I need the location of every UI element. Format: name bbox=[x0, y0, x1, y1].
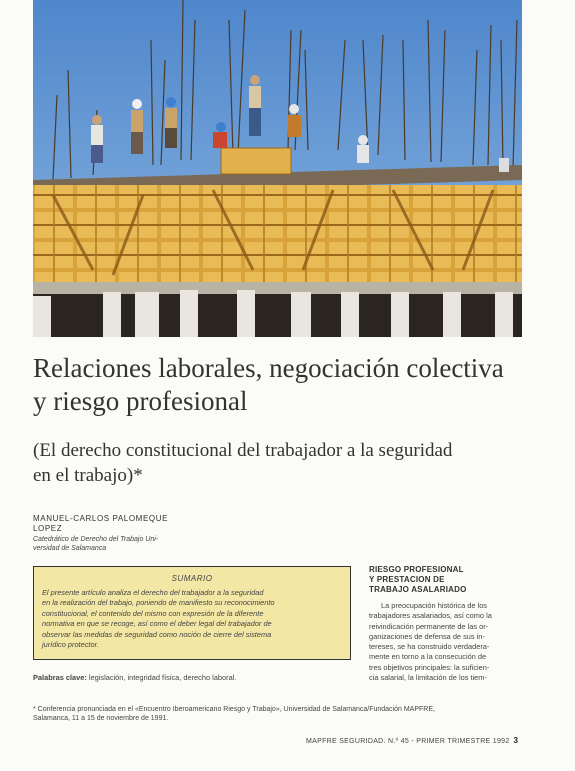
page-number: 3 bbox=[513, 736, 519, 745]
summary-line: El presente artículo analiza el derecho del trabajador a la seguridad bbox=[42, 588, 264, 597]
body-text bbox=[369, 601, 523, 683]
summary-line: en la realización del trabajo, poniendo de manifiesto su reconocimiento bbox=[42, 598, 275, 608]
title-line-2: y riesgo profesional bbox=[33, 386, 248, 416]
summary-text bbox=[42, 588, 342, 650]
author-line-1: MANUEL-CARLOS PALOMEQUE bbox=[33, 514, 169, 523]
construction-photo bbox=[33, 0, 522, 337]
page-footer bbox=[306, 736, 531, 745]
keywords-label: Palabras clave: bbox=[33, 673, 87, 682]
summary-title: SUMARIO bbox=[171, 574, 213, 583]
author-name bbox=[33, 514, 233, 534]
author-line-2: LOPEZ bbox=[33, 524, 63, 533]
summary-line: jurídico protector. bbox=[42, 640, 99, 650]
summary-box bbox=[33, 566, 351, 660]
section-heading-line: Y PRESTACION DE bbox=[369, 575, 445, 584]
affiliation-line-1: Catedrático de Derecho del Trabajo Uni- bbox=[33, 536, 159, 543]
body-line: ganizaciones de defensa de sus in- bbox=[369, 631, 485, 641]
subtitle-line-2: en el trabajo)* bbox=[33, 465, 143, 486]
body-line: tereses, se ha construido verdadera- bbox=[369, 642, 490, 652]
body-line: trabajadores asalariados, así como la bbox=[369, 611, 492, 621]
subtitle-line-1: (El derecho constitucional del trabajador a la seguridad bbox=[33, 440, 453, 461]
body-line: reivindicación permanente de las or- bbox=[369, 621, 489, 631]
author-affiliation bbox=[33, 535, 193, 553]
footer-text: MAPFRE SEGURIDAD. N.º 45 - PRIMER TRIMESTRE 1992 bbox=[306, 738, 510, 745]
summary-line: constitucional, el contenido del mismo con expresión de la diferente bbox=[42, 608, 264, 618]
summary-line: observar las medidas de seguridad como noción de cierre del sistema bbox=[42, 629, 272, 639]
article-subtitle bbox=[33, 438, 493, 488]
affiliation-line-2: versidad de Salamanca bbox=[33, 545, 107, 552]
keywords bbox=[33, 673, 353, 683]
keywords-text: legislación, integridad física, derecho laboral. bbox=[86, 673, 237, 682]
title-line-1: Relaciones laborales, negociación colectiva bbox=[33, 353, 504, 383]
body-line: tres objetivos principales: la suficien- bbox=[369, 662, 490, 672]
summary-line: normativa en que se recoge, así como el deber legal del trabajador de bbox=[42, 619, 272, 629]
section-heading bbox=[369, 565, 529, 595]
footnote-line-1: * Conferencia pronunciada en el «Encuentro Iberoamericano Riesgo y Trabajo», Universidad de Salamanca/Fundación MAPFRE, bbox=[33, 706, 435, 713]
footnote-line-2: Salamanca, 11 a 15 de noviembre de 1991. bbox=[33, 715, 169, 722]
section-heading-line: TRABAJO ASALARIADO bbox=[369, 585, 467, 594]
footnote bbox=[33, 705, 513, 723]
article-title bbox=[33, 352, 533, 418]
body-line: La preocupación histórica de los bbox=[381, 601, 487, 610]
body-line: cia salarial, la limitación de los tiem- bbox=[369, 673, 487, 683]
section-heading-line: RIESGO PROFESIONAL bbox=[369, 565, 464, 574]
body-line: mente en torno a la consecución de bbox=[369, 652, 487, 662]
